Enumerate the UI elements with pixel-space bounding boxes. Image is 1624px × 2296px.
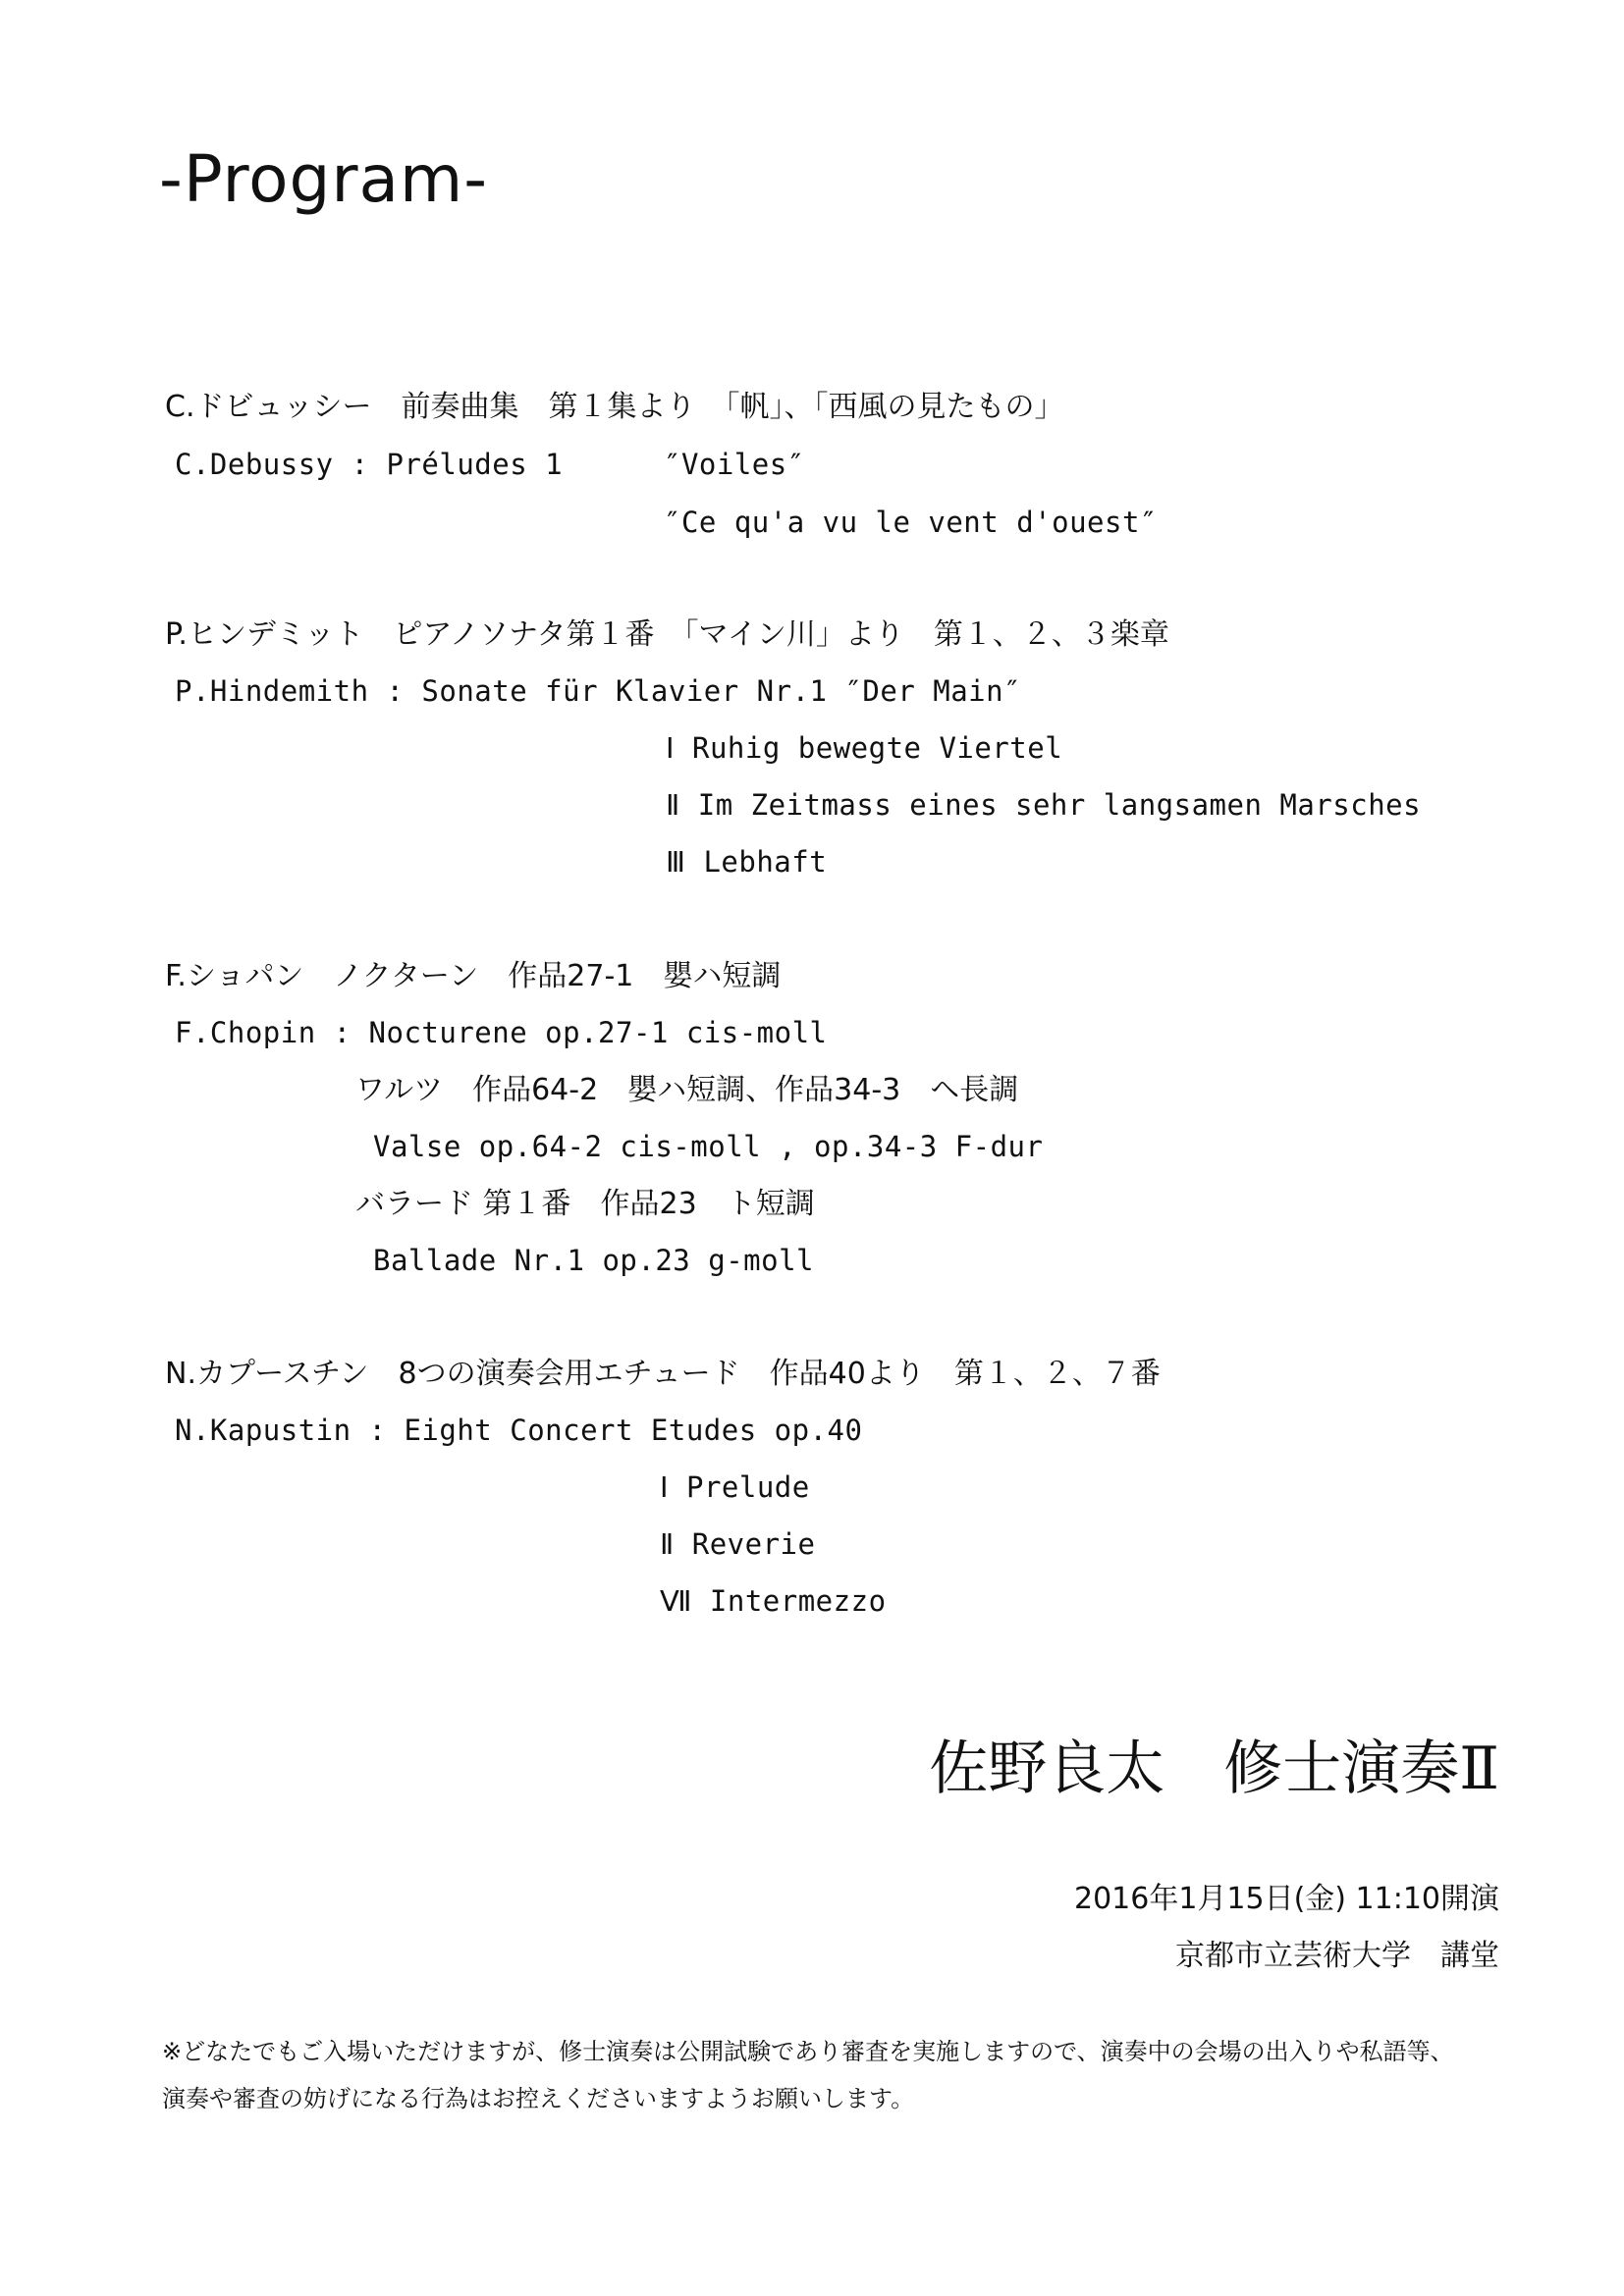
debussy-title-en: C.Debussy : Préludes 1 (175, 448, 564, 481)
debussy-movement-2: ″Ce qu'a vu le vent d'ouest″ (664, 506, 1158, 539)
debussy-movement-1: ″Voiles″ (664, 448, 805, 481)
concert-venue: 京都市立芸術大学 講堂 (1175, 1939, 1499, 1973)
debussy-title-jp: C.ドビュッシー 前奏曲集 第１集より 「帆」、「西風の見たもの」 (165, 390, 1064, 424)
kapustin-title-jp: N.カプースチン 8つの演奏会用エチュード 作品40より 第１、２、７番 (165, 1357, 1161, 1391)
chopin-waltz-en: Valse op.64-2 cis-moll , op.34-3 F-dur (373, 1130, 1044, 1163)
chopin-title-jp: F.ショパン ノクターン 作品27-1 嬰ハ短調 (165, 959, 782, 993)
kapustin-title-en: N.Kapustin : Eight Concert Etudes op.40 (175, 1414, 863, 1447)
notice-line-1: ※どなたでもご入場いただけますが、修士演奏は公開試験であり審査を実施しますので、演奏中の会場の出入りや私語等、 (162, 2038, 1454, 2065)
kapustin-movement-1: Ⅰ Prelude (660, 1470, 810, 1504)
notice-line-2: 演奏や審査の妨げになる行為はお控えくださいますようお願いします。 (162, 2085, 915, 2112)
hindemith-movement-3: Ⅲ Lebhaft (666, 845, 828, 879)
hindemith-movement-2: Ⅱ Im Zeitmass eines sehr langsamen Marsches (666, 788, 1422, 822)
kapustin-movement-7: Ⅶ Intermezzo (660, 1584, 887, 1618)
hindemith-title-jp: P.ヒンデミット ピアノソナタ第１番 「マイン川」より 第１、２、３楽章 (165, 617, 1169, 652)
recital-title: 佐野良太 修士演奏Ⅱ (929, 1735, 1499, 1803)
concert-date: 2016年1月15日(金) 11:10開演 (1073, 1882, 1499, 1916)
page-title: -Program- (159, 141, 489, 217)
hindemith-title-en: P.Hindemith : Sonate für Klavier Nr.1 ″Der Main″ (175, 674, 1022, 708)
chopin-ballade-jp: バラード 第１番 作品23 ト短調 (355, 1187, 815, 1221)
kapustin-movement-2: Ⅱ Reverie (660, 1527, 816, 1561)
chopin-ballade-en: Ballade Nr.1 op.23 g-moll (373, 1244, 814, 1277)
chopin-waltz-jp: ワルツ 作品64-2 嬰ハ短調、作品34-3 ヘ長調 (355, 1073, 1019, 1107)
chopin-title-en: F.Chopin : Nocturene op.27-1 cis-moll (175, 1016, 828, 1049)
hindemith-movement-1: Ⅰ Ruhig bewegte Viertel (666, 731, 1063, 765)
